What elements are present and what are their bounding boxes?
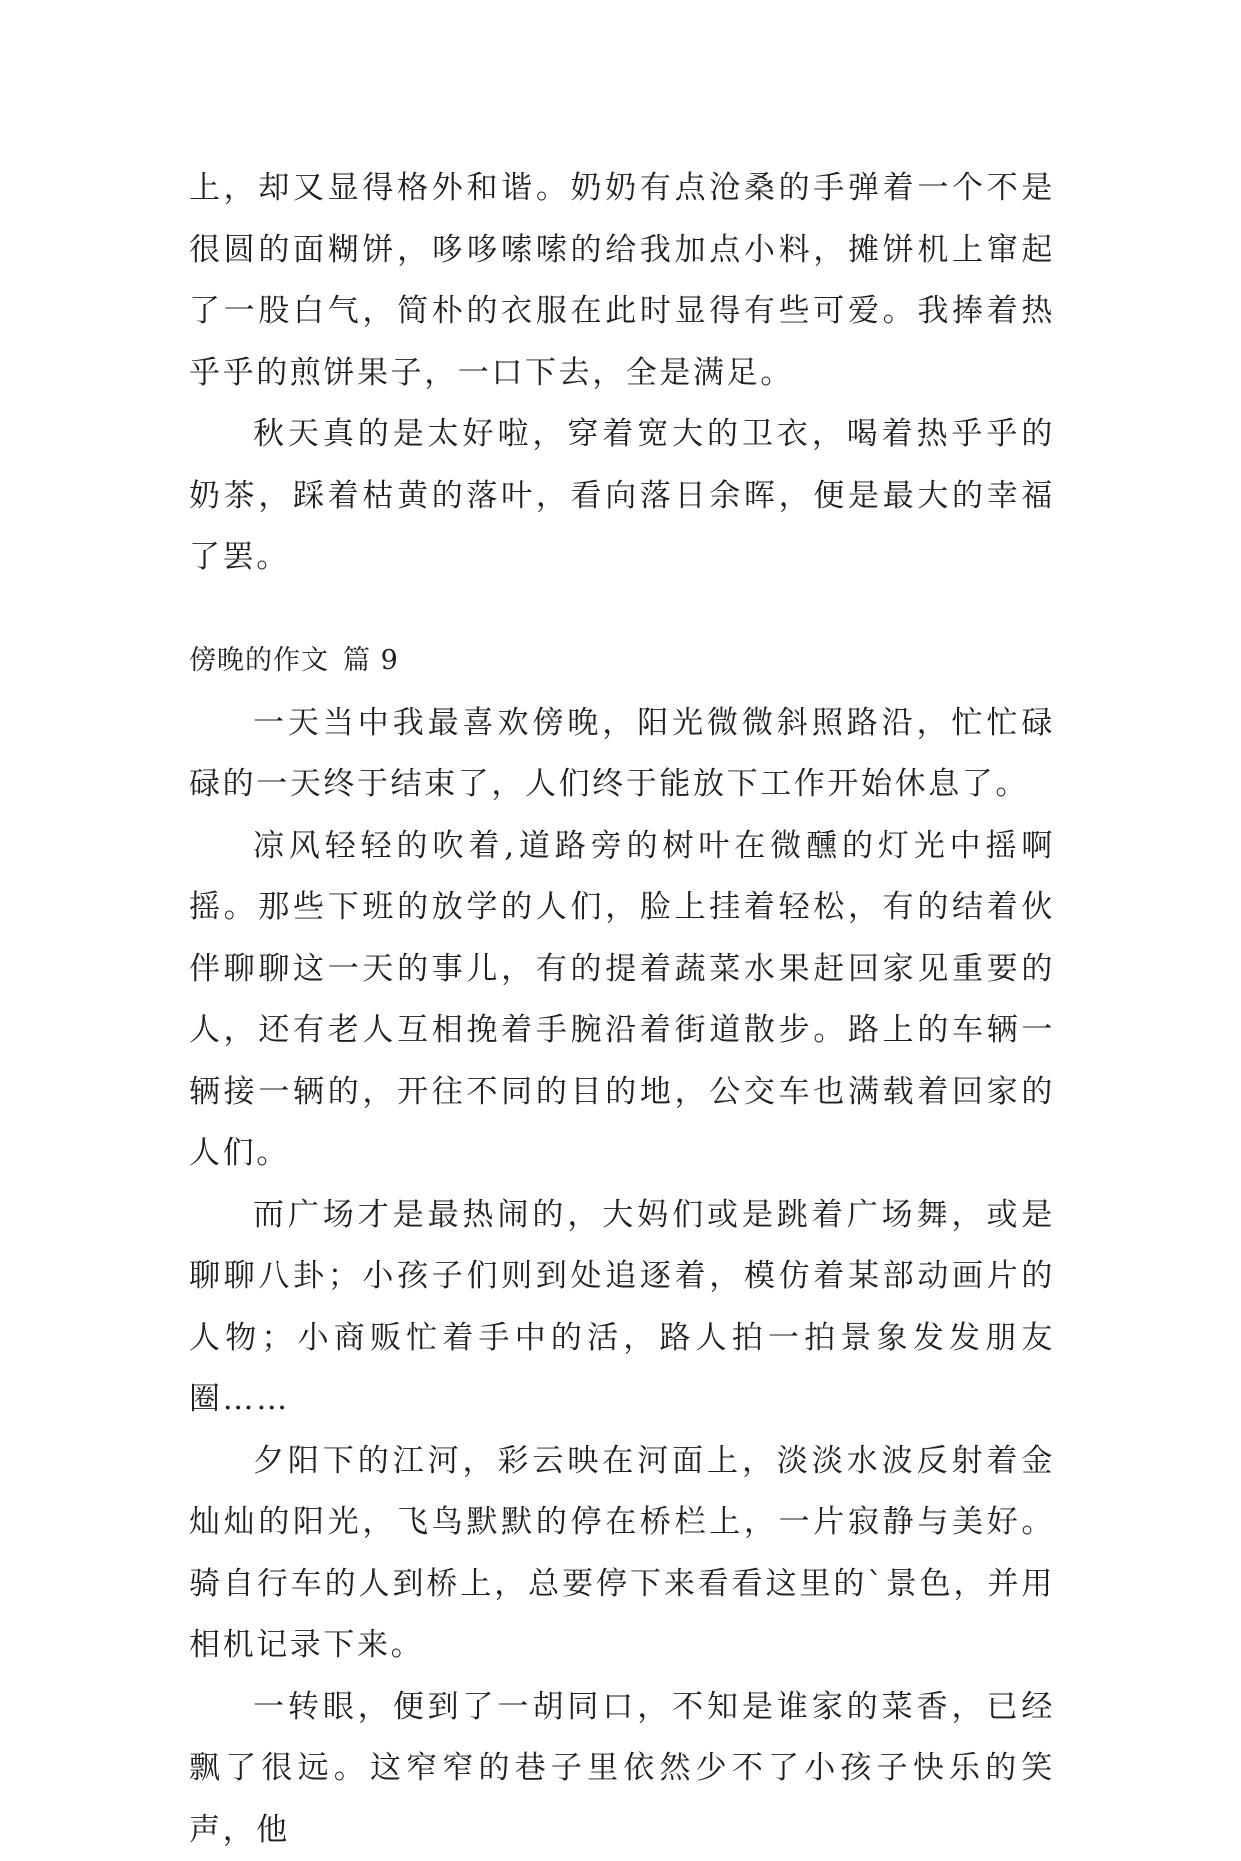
essay-title: 傍晚的作文 (189, 645, 329, 676)
essay-paragraph-5: 一转眼，便到了一胡同口，不知是谁家的菜香，已经飘了很远。这窄窄的巷子里依然少不了小孩子快乐的笑声，他 (189, 1677, 1055, 1861)
essay-paragraph-2: 凉风轻轻的吹着,道路旁的树叶在微醺的灯光中摇啊摇。那些下班的放学的人们，脸上挂着轻松，有的结着伙伴聊聊这一天的事儿，有的提着蔬菜水果赶回家见重要的人，还有老人互相挽着手腕沿着街道散步。路上的车辆一辆接一辆的，开往不同的目的地，公交车也满载着回家的人们。 (189, 816, 1055, 1185)
closing-paragraph: 秋天真的是太好啦，穿着宽大的卫衣，喝着热乎乎的奶茶，踩着枯黄的落叶，看向落日余晖，便是最大的幸福了罢。 (189, 404, 1055, 589)
essay-paragraph-1: 一天当中我最喜欢傍晚，阳光微微斜照路沿，忙忙碌碌的一天终于结束了，人们终于能放下工作开始休息了。 (189, 693, 1055, 816)
essay-section-label: 篇 9 (343, 645, 399, 676)
document-body (189, 158, 1055, 1861)
essay-paragraph-3: 而广场才是最热闹的，大妈们或是跳着广场舞，或是聊聊八卦；小孩子们则到处追逐着，模仿着某部动画片的人物；小商贩忙着手中的活，路人拍一拍景象发发朋友圈…… (189, 1185, 1055, 1431)
essay-paragraph-4: 夕阳下的江河，彩云映在河面上，淡淡水波反射着金灿灿的阳光，飞鸟默默的停在桥栏上，一片寂静与美好。骑自行车的人到桥上，总要停下来看看这里的`景色，并用相机记录下来。 (189, 1431, 1055, 1677)
essay-heading (189, 641, 1055, 681)
carryover-paragraph: 上，却又显得格外和谐。奶奶有点沧桑的手弹着一个不是很圆的面糊饼，哆哆嗦嗦的给我加点小料，摊饼机上窜起了一股白气，简朴的衣服在此时显得有些可爱。我捧着热乎乎的煎饼果子，一口下去，全是满足。 (189, 158, 1055, 404)
